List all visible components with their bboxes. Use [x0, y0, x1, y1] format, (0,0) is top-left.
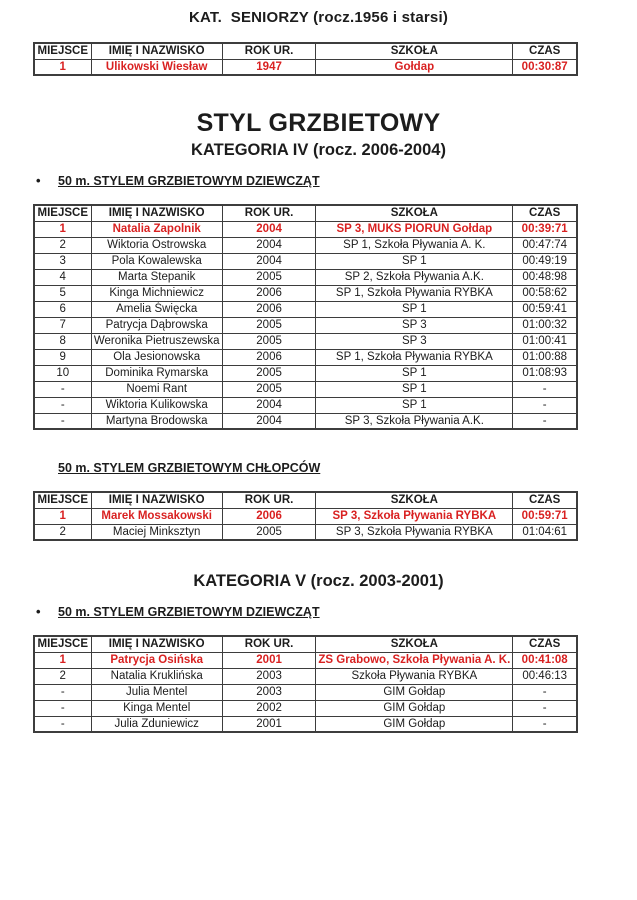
cell-name: Ulikowski Wiesław — [91, 59, 222, 75]
cell-name: Maciej Minksztyn — [91, 524, 222, 540]
cell-place: 1 — [34, 59, 91, 75]
cat4-girls-results-table — [33, 204, 578, 430]
cell-school: SP 3, Szkoła Pływania RYBKA — [316, 508, 513, 524]
cell-place: 2 — [34, 668, 91, 684]
cell-school: ZS Grabowo, Szkoła Pływania A. K. — [316, 652, 513, 668]
cell-place: - — [34, 716, 91, 732]
table-row — [34, 684, 577, 700]
cell-place: 6 — [34, 301, 91, 317]
table-row — [34, 317, 577, 333]
cell-school: SP 3, Szkoła Pływania A.K. — [316, 413, 513, 429]
cell-place: 2 — [34, 524, 91, 540]
cell-school: SP 3 — [316, 333, 513, 349]
cell-year: 2003 — [222, 668, 315, 684]
cell-school: SP 1 — [316, 397, 513, 413]
table-row — [34, 700, 577, 716]
cell-time: - — [513, 700, 577, 716]
cell-place: 2 — [34, 237, 91, 253]
table-row — [34, 333, 577, 349]
column-header-name: IMIĘ I NAZWISKO — [91, 43, 222, 59]
cell-year: 2004 — [222, 253, 315, 269]
cell-year: 1947 — [222, 59, 315, 75]
cell-name: Patrycja Osińska — [91, 652, 222, 668]
cell-year: 2004 — [222, 413, 315, 429]
cell-time: 01:08:93 — [513, 365, 577, 381]
cell-year: 2004 — [222, 237, 315, 253]
cell-name: Kinga Mentel — [91, 700, 222, 716]
cell-name: Julia Mentel — [91, 684, 222, 700]
cell-time: - — [513, 413, 577, 429]
cell-place: - — [34, 700, 91, 716]
seniors-results-table — [33, 42, 578, 76]
bullet-icon: • — [36, 604, 41, 619]
cell-name: Ola Jesionowska — [91, 349, 222, 365]
event-heading-cat4-girls — [36, 173, 637, 188]
column-header-year: ROK UR. — [222, 205, 315, 221]
column-header-place: MIEJSCE — [34, 492, 91, 508]
cell-school: GIM Gołdap — [316, 700, 513, 716]
column-header-school: SZKOŁA — [316, 636, 513, 652]
cell-school: SP 1 — [316, 365, 513, 381]
cell-school: SP 1, Szkoła Pływania RYBKA — [316, 285, 513, 301]
cell-time: 00:47:74 — [513, 237, 577, 253]
cell-time: 00:49:19 — [513, 253, 577, 269]
cell-place: 9 — [34, 349, 91, 365]
cell-time: 00:30:87 — [513, 59, 577, 75]
cell-year: 2005 — [222, 524, 315, 540]
event-heading-label: 50 m. STYLEM GRZBIETOWYM DZIEWCZĄT — [58, 605, 320, 619]
column-header-place: MIEJSCE — [34, 43, 91, 59]
style-section-title: STYL GRZBIETOWY — [196, 109, 441, 137]
cell-name: Amelia Święcka — [91, 301, 222, 317]
cell-school: Szkoła Pływania RYBKA — [316, 668, 513, 684]
event-heading-label: 50 m. STYLEM GRZBIETOWYM CHŁOPCÓW — [58, 461, 321, 475]
cell-time: 00:58:62 — [513, 285, 577, 301]
cell-year: 2001 — [222, 716, 315, 732]
table-row — [34, 269, 577, 285]
table-row — [34, 253, 577, 269]
cell-time: 00:59:41 — [513, 301, 577, 317]
cell-place: 1 — [34, 508, 91, 524]
cell-place: 1 — [34, 221, 91, 237]
cell-school: GIM Gołdap — [316, 684, 513, 700]
table-row — [34, 301, 577, 317]
cell-school: SP 3, MUKS PIORUN Gołdap — [316, 221, 513, 237]
cell-year: 2006 — [222, 349, 315, 365]
cell-name: Wiktoria Kulikowska — [91, 397, 222, 413]
cell-place: - — [34, 381, 91, 397]
event-heading-cat5-girls — [36, 604, 637, 619]
column-header-year: ROK UR. — [222, 492, 315, 508]
cell-time: - — [513, 397, 577, 413]
cell-name: Wiktoria Ostrowska — [91, 237, 222, 253]
cat4-boys-results-table — [33, 491, 578, 541]
cell-name: Kinga Michniewicz — [91, 285, 222, 301]
cell-place: 8 — [34, 333, 91, 349]
column-header-time: CZAS — [513, 205, 577, 221]
cell-time: 00:41:08 — [513, 652, 577, 668]
cell-year: 2004 — [222, 221, 315, 237]
column-header-year: ROK UR. — [222, 43, 315, 59]
seniors-section-title: KAT. SENIORZY (rocz.1956 i starsi) — [188, 9, 449, 26]
cell-time: 01:04:61 — [513, 524, 577, 540]
cell-place: - — [34, 397, 91, 413]
cell-school: SP 1, Szkoła Pływania A. K. — [316, 237, 513, 253]
category4-title: KATEGORIA IV (rocz. 2006-2004) — [191, 141, 446, 159]
cell-name: Marek Mossakowski — [91, 508, 222, 524]
cell-year: 2005 — [222, 333, 315, 349]
cell-school: SP 2, Szkoła Pływania A.K. — [316, 269, 513, 285]
column-header-time: CZAS — [513, 492, 577, 508]
table-row — [34, 349, 577, 365]
column-header-place: MIEJSCE — [34, 636, 91, 652]
bullet-icon: • — [36, 173, 41, 188]
cell-place: 4 — [34, 269, 91, 285]
cell-name: Natalia Zapolnik — [91, 221, 222, 237]
table-row — [34, 652, 577, 668]
header-row — [34, 43, 577, 59]
cell-year: 2005 — [222, 381, 315, 397]
cell-name: Pola Kowalewska — [91, 253, 222, 269]
cell-place: 1 — [34, 652, 91, 668]
cat5-girls-results-table — [33, 635, 578, 733]
cell-name: Martyna Brodowska — [91, 413, 222, 429]
cell-year: 2001 — [222, 652, 315, 668]
column-header-school: SZKOŁA — [316, 205, 513, 221]
column-header-place: MIEJSCE — [34, 205, 91, 221]
cell-time: 00:39:71 — [513, 221, 577, 237]
header-row — [34, 636, 577, 652]
cell-year: 2006 — [222, 285, 315, 301]
cell-name: Marta Stepanik — [91, 269, 222, 285]
cell-school: GIM Gołdap — [316, 716, 513, 732]
cell-year: 2002 — [222, 700, 315, 716]
cell-school: SP 1 — [316, 301, 513, 317]
cell-time: 00:46:13 — [513, 668, 577, 684]
table-row — [34, 524, 577, 540]
cell-time: - — [513, 381, 577, 397]
cell-name: Julia Zduniewicz — [91, 716, 222, 732]
cell-year: 2004 — [222, 397, 315, 413]
table-row — [34, 237, 577, 253]
cell-time: 01:00:32 — [513, 317, 577, 333]
column-header-school: SZKOŁA — [316, 492, 513, 508]
cell-name: Patrycja Dąbrowska — [91, 317, 222, 333]
cell-year: 2005 — [222, 317, 315, 333]
cell-school: Gołdap — [316, 59, 513, 75]
cell-place: 10 — [34, 365, 91, 381]
header-row — [34, 492, 577, 508]
cell-time: - — [513, 716, 577, 732]
table-row — [34, 397, 577, 413]
table-row — [34, 716, 577, 732]
column-header-time: CZAS — [513, 636, 577, 652]
table-row — [34, 365, 577, 381]
table-row — [34, 59, 577, 75]
column-header-name: IMIĘ I NAZWISKO — [91, 492, 222, 508]
column-header-name: IMIĘ I NAZWISKO — [91, 205, 222, 221]
cell-place: 7 — [34, 317, 91, 333]
cell-name: Weronika Pietruszewska — [91, 333, 222, 349]
cell-year: 2005 — [222, 365, 315, 381]
cell-year: 2006 — [222, 301, 315, 317]
cell-place: - — [34, 684, 91, 700]
cell-school: SP 1 — [316, 253, 513, 269]
table-row — [34, 668, 577, 684]
cell-place: 3 — [34, 253, 91, 269]
cell-time: 01:00:41 — [513, 333, 577, 349]
cell-time: 01:00:88 — [513, 349, 577, 365]
cell-school: SP 3, Szkoła Pływania RYBKA — [316, 524, 513, 540]
cell-year: 2006 — [222, 508, 315, 524]
cell-place: 5 — [34, 285, 91, 301]
category5-title: KATEGORIA V (rocz. 2003-2001) — [193, 572, 444, 590]
cell-time: 00:48:98 — [513, 269, 577, 285]
event-heading-label: 50 m. STYLEM GRZBIETOWYM DZIEWCZĄT — [58, 174, 320, 188]
cell-name: Noemi Rant — [91, 381, 222, 397]
table-row — [34, 381, 577, 397]
cell-year: 2003 — [222, 684, 315, 700]
event-heading-cat4-boys — [58, 461, 637, 475]
header-row — [34, 205, 577, 221]
cell-place: - — [34, 413, 91, 429]
cell-school: SP 3 — [316, 317, 513, 333]
table-row — [34, 285, 577, 301]
table-row — [34, 221, 577, 237]
table-row — [34, 413, 577, 429]
column-header-school: SZKOŁA — [316, 43, 513, 59]
cell-school: SP 1, Szkoła Pływania RYBKA — [316, 349, 513, 365]
cell-year: 2005 — [222, 269, 315, 285]
cell-school: SP 1 — [316, 381, 513, 397]
cell-time: - — [513, 684, 577, 700]
column-header-name: IMIĘ I NAZWISKO — [91, 636, 222, 652]
column-header-time: CZAS — [513, 43, 577, 59]
cell-name: Dominika Rymarska — [91, 365, 222, 381]
cell-time: 00:59:71 — [513, 508, 577, 524]
cell-name: Natalia Kruklińska — [91, 668, 222, 684]
column-header-year: ROK UR. — [222, 636, 315, 652]
table-row — [34, 508, 577, 524]
